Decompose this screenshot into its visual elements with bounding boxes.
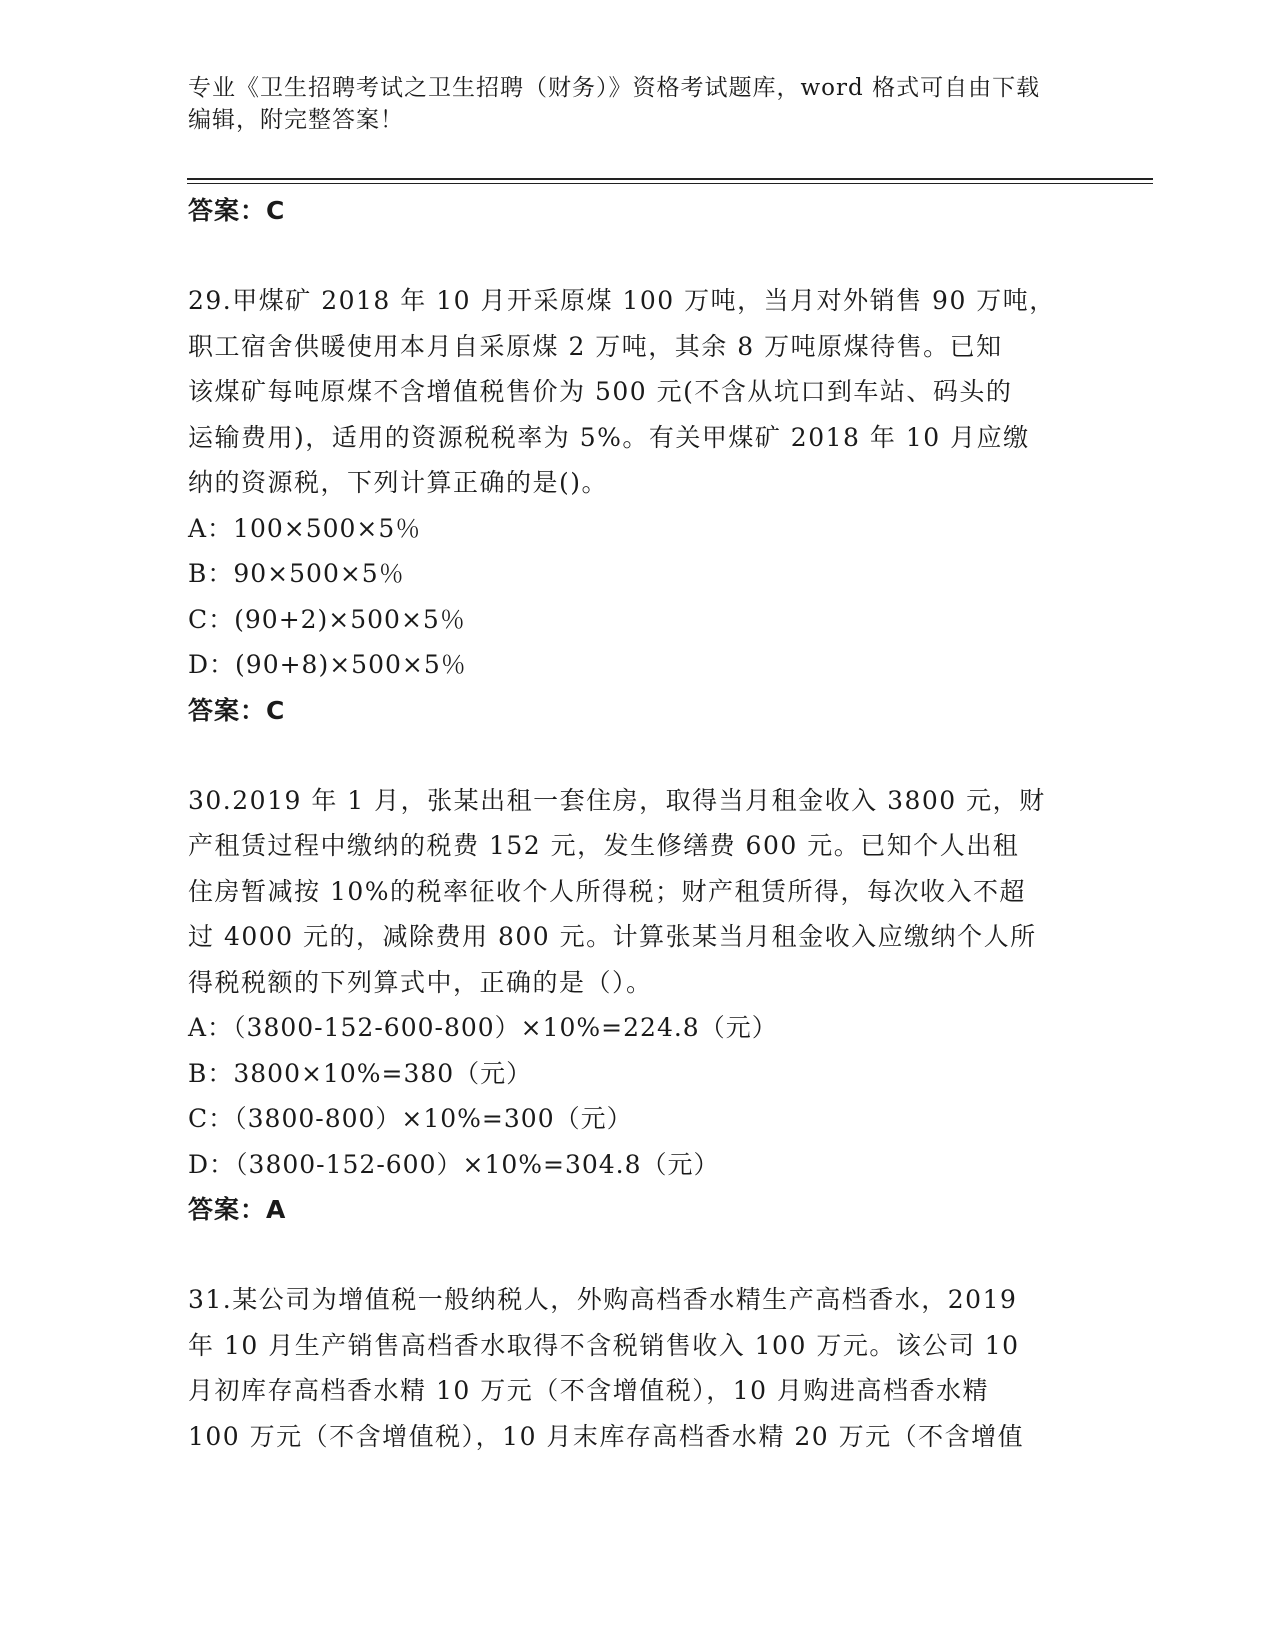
spacer xyxy=(188,1232,1088,1277)
answer-line: 答案：C xyxy=(188,196,286,225)
question-text-line: 100 万元（不含增值税），10 月末库存高档香水精 20 万元（不含增值 xyxy=(188,1421,1025,1451)
question-text-line: 该煤矿每吨原煤不含增值税售价为 500 元(不含从坑口到车站、码头的 xyxy=(188,377,1013,406)
header-rule-thick xyxy=(187,178,1153,180)
header-line-1: 专业《卫生招聘考试之卫生招聘（财务）》资格考试题库，word 格式可自由下载 xyxy=(188,75,1041,101)
question-text-line: 30.2019 年 1 月，张某出租一套住房，取得当月租金收入 3800 元，财 xyxy=(188,785,1046,815)
question-31 xyxy=(188,1277,1088,1459)
question-text-line: 29.甲煤矿 2018 年 10 月开采原煤 100 万吨，当月对外销售 90 万吨， xyxy=(188,286,1056,315)
option-d: D：(90+8)×500×5％ xyxy=(188,650,467,679)
question-text-line: 得税税额的下列算式中，正确的是（）。 xyxy=(188,967,653,997)
answer-line: 答案：C xyxy=(188,695,286,725)
option-c: C：(90+2)×500×5％ xyxy=(188,604,466,634)
spacer xyxy=(188,733,1088,778)
document-body xyxy=(188,188,1088,1459)
option-a: A：（3800-152-600-800）×10%=224.8（元） xyxy=(188,1013,778,1042)
question-30 xyxy=(188,778,1088,1233)
question-text-line: 月初库存高档香水精 10 万元（不含增值税），10 月购进高档香水精 xyxy=(188,1376,989,1405)
question-text-line: 产租赁过程中缴纳的税费 152 元，发生修缮费 600 元。已知个人出租 xyxy=(188,831,1020,860)
option-a: A：100×500×5％ xyxy=(188,513,422,543)
question-text-line: 年 10 月生产销售高档香水取得不含税销售收入 100 万元。该公司 10 xyxy=(188,1330,1020,1360)
header-rule-thin xyxy=(187,183,1153,184)
page-header xyxy=(188,72,1068,136)
option-c: C：（3800-800）×10%=300（元） xyxy=(188,1104,633,1133)
option-b: B：3800×10%=380（元） xyxy=(188,1058,533,1088)
question-29 xyxy=(188,278,1088,733)
option-d: D：（3800-152-600）×10%=304.8（元） xyxy=(188,1149,720,1179)
header-line-2: 编辑，附完整答案！ xyxy=(188,107,404,133)
question-text-line: 运输费用)，适用的资源税税率为 5%。有关甲煤矿 2018 年 10 月应缴 xyxy=(188,422,1030,452)
question-text-line: 31.某公司为增值税一般纳税人，外购高档香水精生产高档香水，2019 xyxy=(188,1285,1018,1314)
question-text-line: 过 4000 元的，减除费用 800 元。计算张某当月租金收入应缴纳个人所 xyxy=(188,922,1037,951)
answer-line: 答案：A xyxy=(188,1195,287,1224)
question-text-line: 住房暂减按 10%的税率征收个人所得税；财产租赁所得，每次收入不超 xyxy=(188,876,1027,906)
question-text-line: 职工宿舍供暖使用本月自采原煤 2 万吨，其余 8 万吨原煤待售。已知 xyxy=(188,331,1003,361)
spacer xyxy=(188,233,1088,278)
question-text-line: 纳的资源税，下列计算正确的是()。 xyxy=(188,468,609,497)
option-b: B：90×500×5％ xyxy=(188,559,405,588)
